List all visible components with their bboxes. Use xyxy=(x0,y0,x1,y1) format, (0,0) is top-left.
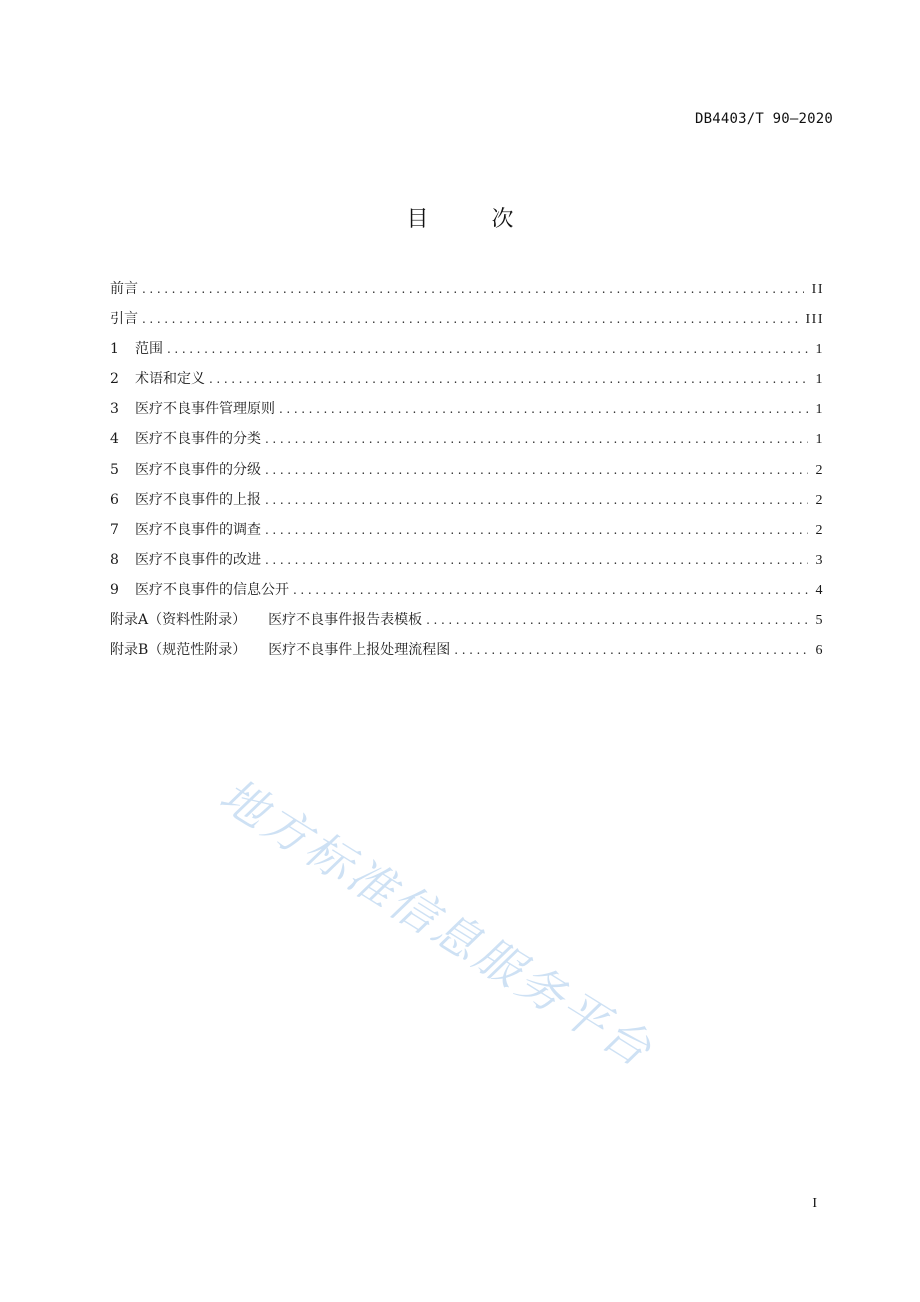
toc-annex-title: 医疗不良事件报告表模板 xyxy=(268,612,423,629)
toc-entry-number: 2 xyxy=(110,371,119,388)
toc-entry-number: 6 xyxy=(110,491,119,508)
toc-dot-leader xyxy=(142,278,804,300)
toc-dot-leader xyxy=(265,519,808,541)
toc-entry-label: 医疗不良事件的上报 xyxy=(135,491,261,508)
toc-dot-leader xyxy=(209,368,808,390)
page-number: I xyxy=(812,1196,817,1211)
toc-entry-number: 4 xyxy=(110,431,119,448)
toc-dot-leader xyxy=(454,639,807,661)
toc-entry-label: 前言 xyxy=(110,281,138,297)
toc-entry-label: 医疗不良事件的信息公开 xyxy=(135,581,289,598)
toc-entry-number: 9 xyxy=(110,581,119,598)
toc-entry-page: 6 xyxy=(815,643,824,659)
toc-dot-leader xyxy=(265,489,808,511)
toc-entry-principles[interactable] xyxy=(110,398,824,428)
toc-entry-number: 7 xyxy=(110,521,119,538)
toc-entry-page: 2 xyxy=(815,522,824,538)
toc-entry-page: 3 xyxy=(815,552,824,568)
toc-entry-label: 医疗不良事件的分级 xyxy=(135,461,261,478)
table-of-contents xyxy=(110,278,824,669)
toc-entry-page: 5 xyxy=(815,613,824,629)
toc-entry-page: 1 xyxy=(815,402,824,418)
toc-dot-leader xyxy=(265,428,808,450)
toc-dot-leader xyxy=(265,459,808,481)
toc-entry-investigation[interactable] xyxy=(110,519,824,549)
toc-entry-grading[interactable] xyxy=(110,459,824,489)
watermark: 地方标准信息服务平台 xyxy=(210,767,664,1079)
toc-entry-reporting[interactable] xyxy=(110,489,824,519)
toc-entry-label: 术语和定义 xyxy=(135,371,205,388)
toc-entry-label: 医疗不良事件的分类 xyxy=(135,431,261,448)
toc-dot-leader xyxy=(265,549,808,571)
toc-entry-label: 医疗不良事件的改进 xyxy=(135,551,261,568)
toc-entry-annex-b[interactable] xyxy=(110,639,824,669)
toc-entry-label: 医疗不良事件管理原则 xyxy=(135,401,275,418)
toc-entry-page: 4 xyxy=(815,582,824,598)
toc-entry-terms[interactable] xyxy=(110,368,824,398)
toc-entry-number: 1 xyxy=(110,341,119,358)
document-code: DB4403/T 90—2020 xyxy=(694,111,833,127)
toc-dot-leader xyxy=(279,398,808,420)
toc-entry-number: 3 xyxy=(110,401,119,418)
toc-annex-prefix: 附录B（规范性附录） xyxy=(110,642,247,659)
toc-entry-page: 1 xyxy=(815,372,824,388)
toc-title: 目 次 xyxy=(406,207,542,232)
toc-entry-page: 2 xyxy=(815,492,824,508)
toc-entry-foreword[interactable] xyxy=(110,278,824,308)
toc-annex-title: 医疗不良事件上报处理流程图 xyxy=(268,642,451,659)
toc-entry-page: III xyxy=(805,312,824,328)
toc-entry-label: 医疗不良事件的调查 xyxy=(135,521,261,538)
toc-entry-disclosure[interactable] xyxy=(110,579,824,609)
toc-dot-leader xyxy=(293,579,808,601)
toc-entry-improvement[interactable] xyxy=(110,549,824,579)
toc-entry-label: 范围 xyxy=(135,341,163,358)
toc-entry-page: 1 xyxy=(815,432,824,448)
toc-annex-prefix: 附录A（资料性附录） xyxy=(110,612,247,629)
toc-entry-number: 5 xyxy=(110,461,119,478)
toc-entry-classification[interactable] xyxy=(110,428,824,458)
toc-entry-introduction[interactable] xyxy=(110,308,824,338)
toc-dot-leader xyxy=(142,308,798,330)
toc-dot-leader xyxy=(426,609,807,631)
toc-entry-page: 1 xyxy=(815,342,824,358)
toc-entry-annex-a[interactable] xyxy=(110,609,824,639)
toc-entry-page: II xyxy=(811,282,824,297)
toc-dot-leader xyxy=(167,338,808,360)
toc-entry-scope[interactable] xyxy=(110,338,824,368)
toc-entry-number: 8 xyxy=(110,551,119,568)
toc-entry-page: 2 xyxy=(815,462,824,478)
toc-entry-label: 引言 xyxy=(110,311,138,328)
